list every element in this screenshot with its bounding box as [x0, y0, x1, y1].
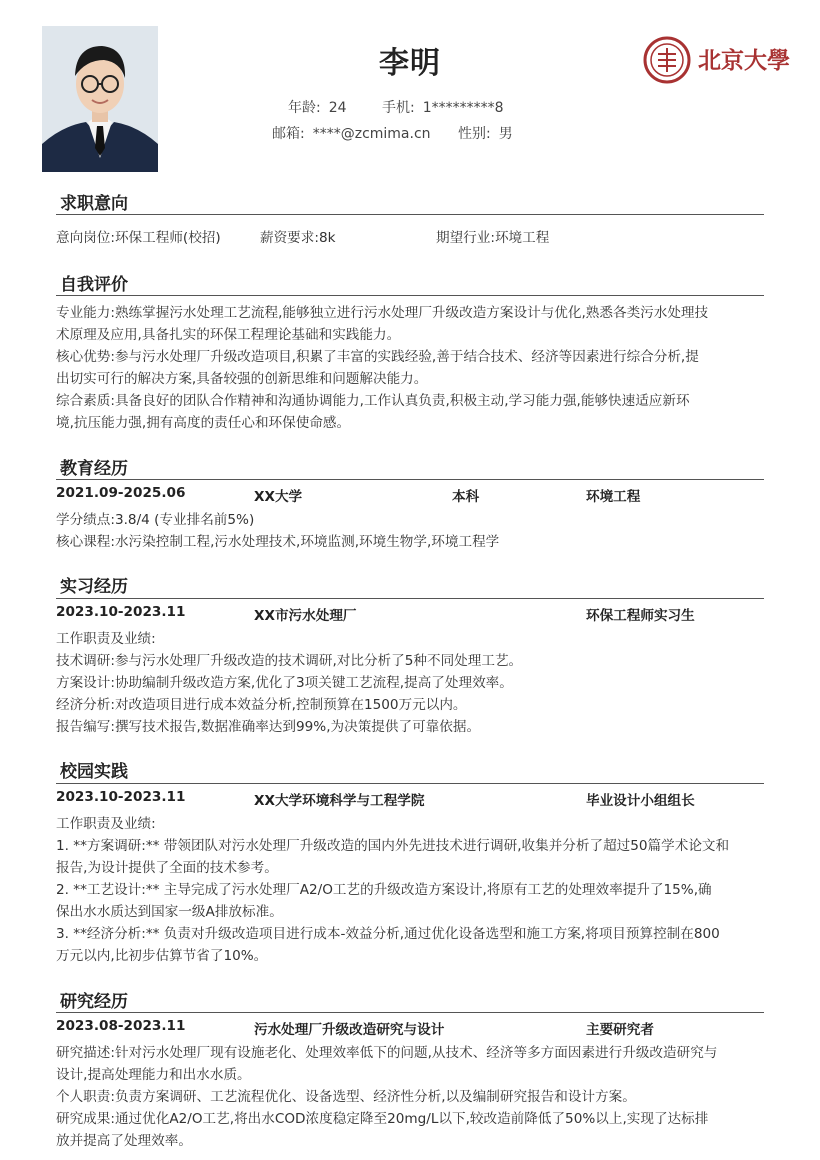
- text-line: 研究成果:通过优化A2/O工艺,将出水COD浓度稳定降至20mg/L以下,较改造前降低了50%以上,实现了达标排: [56, 1111, 709, 1127]
- phone-label: 手机:: [382, 100, 415, 116]
- internship-period: 2023.10-2023.11: [56, 604, 186, 620]
- phone-value: 1*********8: [422, 100, 504, 116]
- age-value: 24: [328, 100, 347, 116]
- campus-role: 毕业设计小组组长: [586, 793, 695, 809]
- phone-info: [382, 97, 504, 117]
- email-info: [272, 123, 431, 143]
- text-line: 1. **方案调研:** 带领团队对污水处理厂升级改造的国内外先进技术进行调研,收集并分析了超过50篇学术论文和: [56, 838, 730, 854]
- section-title-intent: 求职意向: [60, 194, 128, 214]
- text-line: 核心优势:参与污水处理厂升级改造项目,积累了丰富的实践经验,善于结合技术、经济等因素进行综合分析,提: [56, 349, 699, 365]
- research-details: [56, 1042, 766, 1152]
- section-title-campus: 校园实践: [60, 762, 128, 782]
- campus-details: [56, 813, 766, 967]
- gender-label: 性别:: [458, 126, 491, 142]
- gender-info: [458, 123, 513, 143]
- age-info: [288, 97, 347, 117]
- university-logo: [642, 34, 792, 86]
- text-line: 设计,提高处理能力和出水水质。: [56, 1067, 251, 1083]
- section-divider: [56, 479, 764, 480]
- section-title-internship: 实习经历: [60, 577, 128, 597]
- section-divider: [56, 598, 764, 599]
- text-line: 万元以内,比初步估算节省了10%。: [56, 948, 268, 964]
- internship-role: 环保工程师实习生: [586, 608, 695, 624]
- email-value: ****@zcmima.cn: [312, 126, 431, 142]
- text-line: 学分绩点:3.8/4 (专业排名前5%): [56, 512, 255, 528]
- education-school: XX大学: [254, 489, 303, 505]
- section-divider: [56, 295, 764, 296]
- campus-period: 2023.10-2023.11: [56, 789, 186, 805]
- section-title-education: 教育经历: [60, 459, 128, 479]
- section-divider: [56, 1012, 764, 1013]
- section-title-self-eval: 自我评价: [60, 275, 128, 295]
- intent-position: 意向岗位:环保工程师(校招): [56, 230, 221, 246]
- text-line: 境,抗压能力强,拥有高度的责任心和环保使命感。: [56, 415, 351, 431]
- text-line: 核心课程:水污染控制工程,污水处理技术,环境监测,环境生物学,环境工程学: [56, 534, 500, 550]
- internship-org: XX市污水处理厂: [254, 608, 357, 624]
- university-seal-icon: [642, 34, 792, 86]
- text-line: 方案设计:协助编制升级改造方案,优化了3项关键工艺流程,提高了处理效率。: [56, 675, 513, 691]
- text-line: 2. **工艺设计:** 主导完成了污水处理厂A2/O工艺的升级改造方案设计,将原有工艺的处理效率提升了15%,确: [56, 882, 712, 898]
- text-line: 术原理及应用,具备扎实的环保工程理论基础和实践能力。: [56, 327, 401, 343]
- age-label: 年龄:: [288, 100, 321, 116]
- gender-value: 男: [498, 126, 513, 142]
- education-header-row: [56, 485, 766, 507]
- text-line: 工作职责及业绩:: [56, 816, 156, 832]
- internship-details: [56, 628, 766, 738]
- research-period: 2023.08-2023.11: [56, 1018, 186, 1034]
- text-line: 报告编写:撰写技术报告,数据准确率达到99%,为决策提供了可靠依据。: [56, 719, 481, 735]
- research-project: 污水处理厂升级改造研究与设计: [254, 1022, 445, 1038]
- section-divider: [56, 214, 764, 215]
- text-line: 报告,为设计提供了全面的技术参考。: [56, 860, 278, 876]
- education-degree: 本科: [452, 489, 480, 505]
- campus-org: XX大学环境科学与工程学院: [254, 793, 425, 809]
- education-period: 2021.09-2025.06: [56, 485, 186, 501]
- education-major: 环境工程: [586, 489, 641, 505]
- intent-salary: 薪资要求:8k: [260, 230, 336, 246]
- email-label: 邮箱:: [272, 126, 305, 142]
- section-title-research: 研究经历: [60, 992, 128, 1012]
- intent-industry: 期望行业:环境工程: [436, 230, 550, 246]
- research-role: 主要研究者: [586, 1022, 654, 1038]
- internship-header-row: [56, 604, 766, 626]
- text-line: 技术调研:参与污水处理厂升级改造的技术调研,对比分析了5种不同处理工艺。: [56, 653, 523, 669]
- svg-text:北京大學: 北京大學: [698, 47, 790, 74]
- research-header-row: [56, 1018, 766, 1040]
- text-line: 综合素质:具备良好的团队合作精神和沟通协调能力,工作认真负责,积极主动,学习能力强,能够快速适应新环: [56, 393, 690, 409]
- campus-header-row: [56, 789, 766, 811]
- text-line: 专业能力:熟练掌握污水处理工艺流程,能够独立进行污水处理厂升级改造方案设计与优化,熟悉各类污水处理技: [56, 305, 709, 321]
- text-line: 个人职责:负责方案调研、工艺流程优化、设备选型、经济性分析,以及编制研究报告和设计方案。: [56, 1089, 636, 1105]
- section-divider: [56, 783, 764, 784]
- text-line: 经济分析:对改造项目进行成本效益分析,控制预算在1500万元以内。: [56, 697, 467, 713]
- education-details: [56, 509, 766, 553]
- candidate-name: 李明: [379, 46, 441, 81]
- text-line: 放并提高了处理效率。: [56, 1133, 192, 1149]
- self-eval-text: [56, 302, 766, 434]
- text-line: 工作职责及业绩:: [56, 631, 156, 647]
- text-line: 保出水水质达到国家一级A排放标准。: [56, 904, 283, 920]
- text-line: 3. **经济分析:** 负责对升级改造项目进行成本-效益分析,通过优化设备选型和施工方案,将项目预算控制在800: [56, 926, 720, 942]
- text-line: 出切实可行的解决方案,具备较强的创新思维和问题解决能力。: [56, 371, 428, 387]
- text-line: 研究描述:针对污水处理厂现有设施老化、处理效率低下的问题,从技术、经济等多方面因素进行升级改造研究与: [56, 1045, 718, 1061]
- intent-row: [56, 226, 766, 248]
